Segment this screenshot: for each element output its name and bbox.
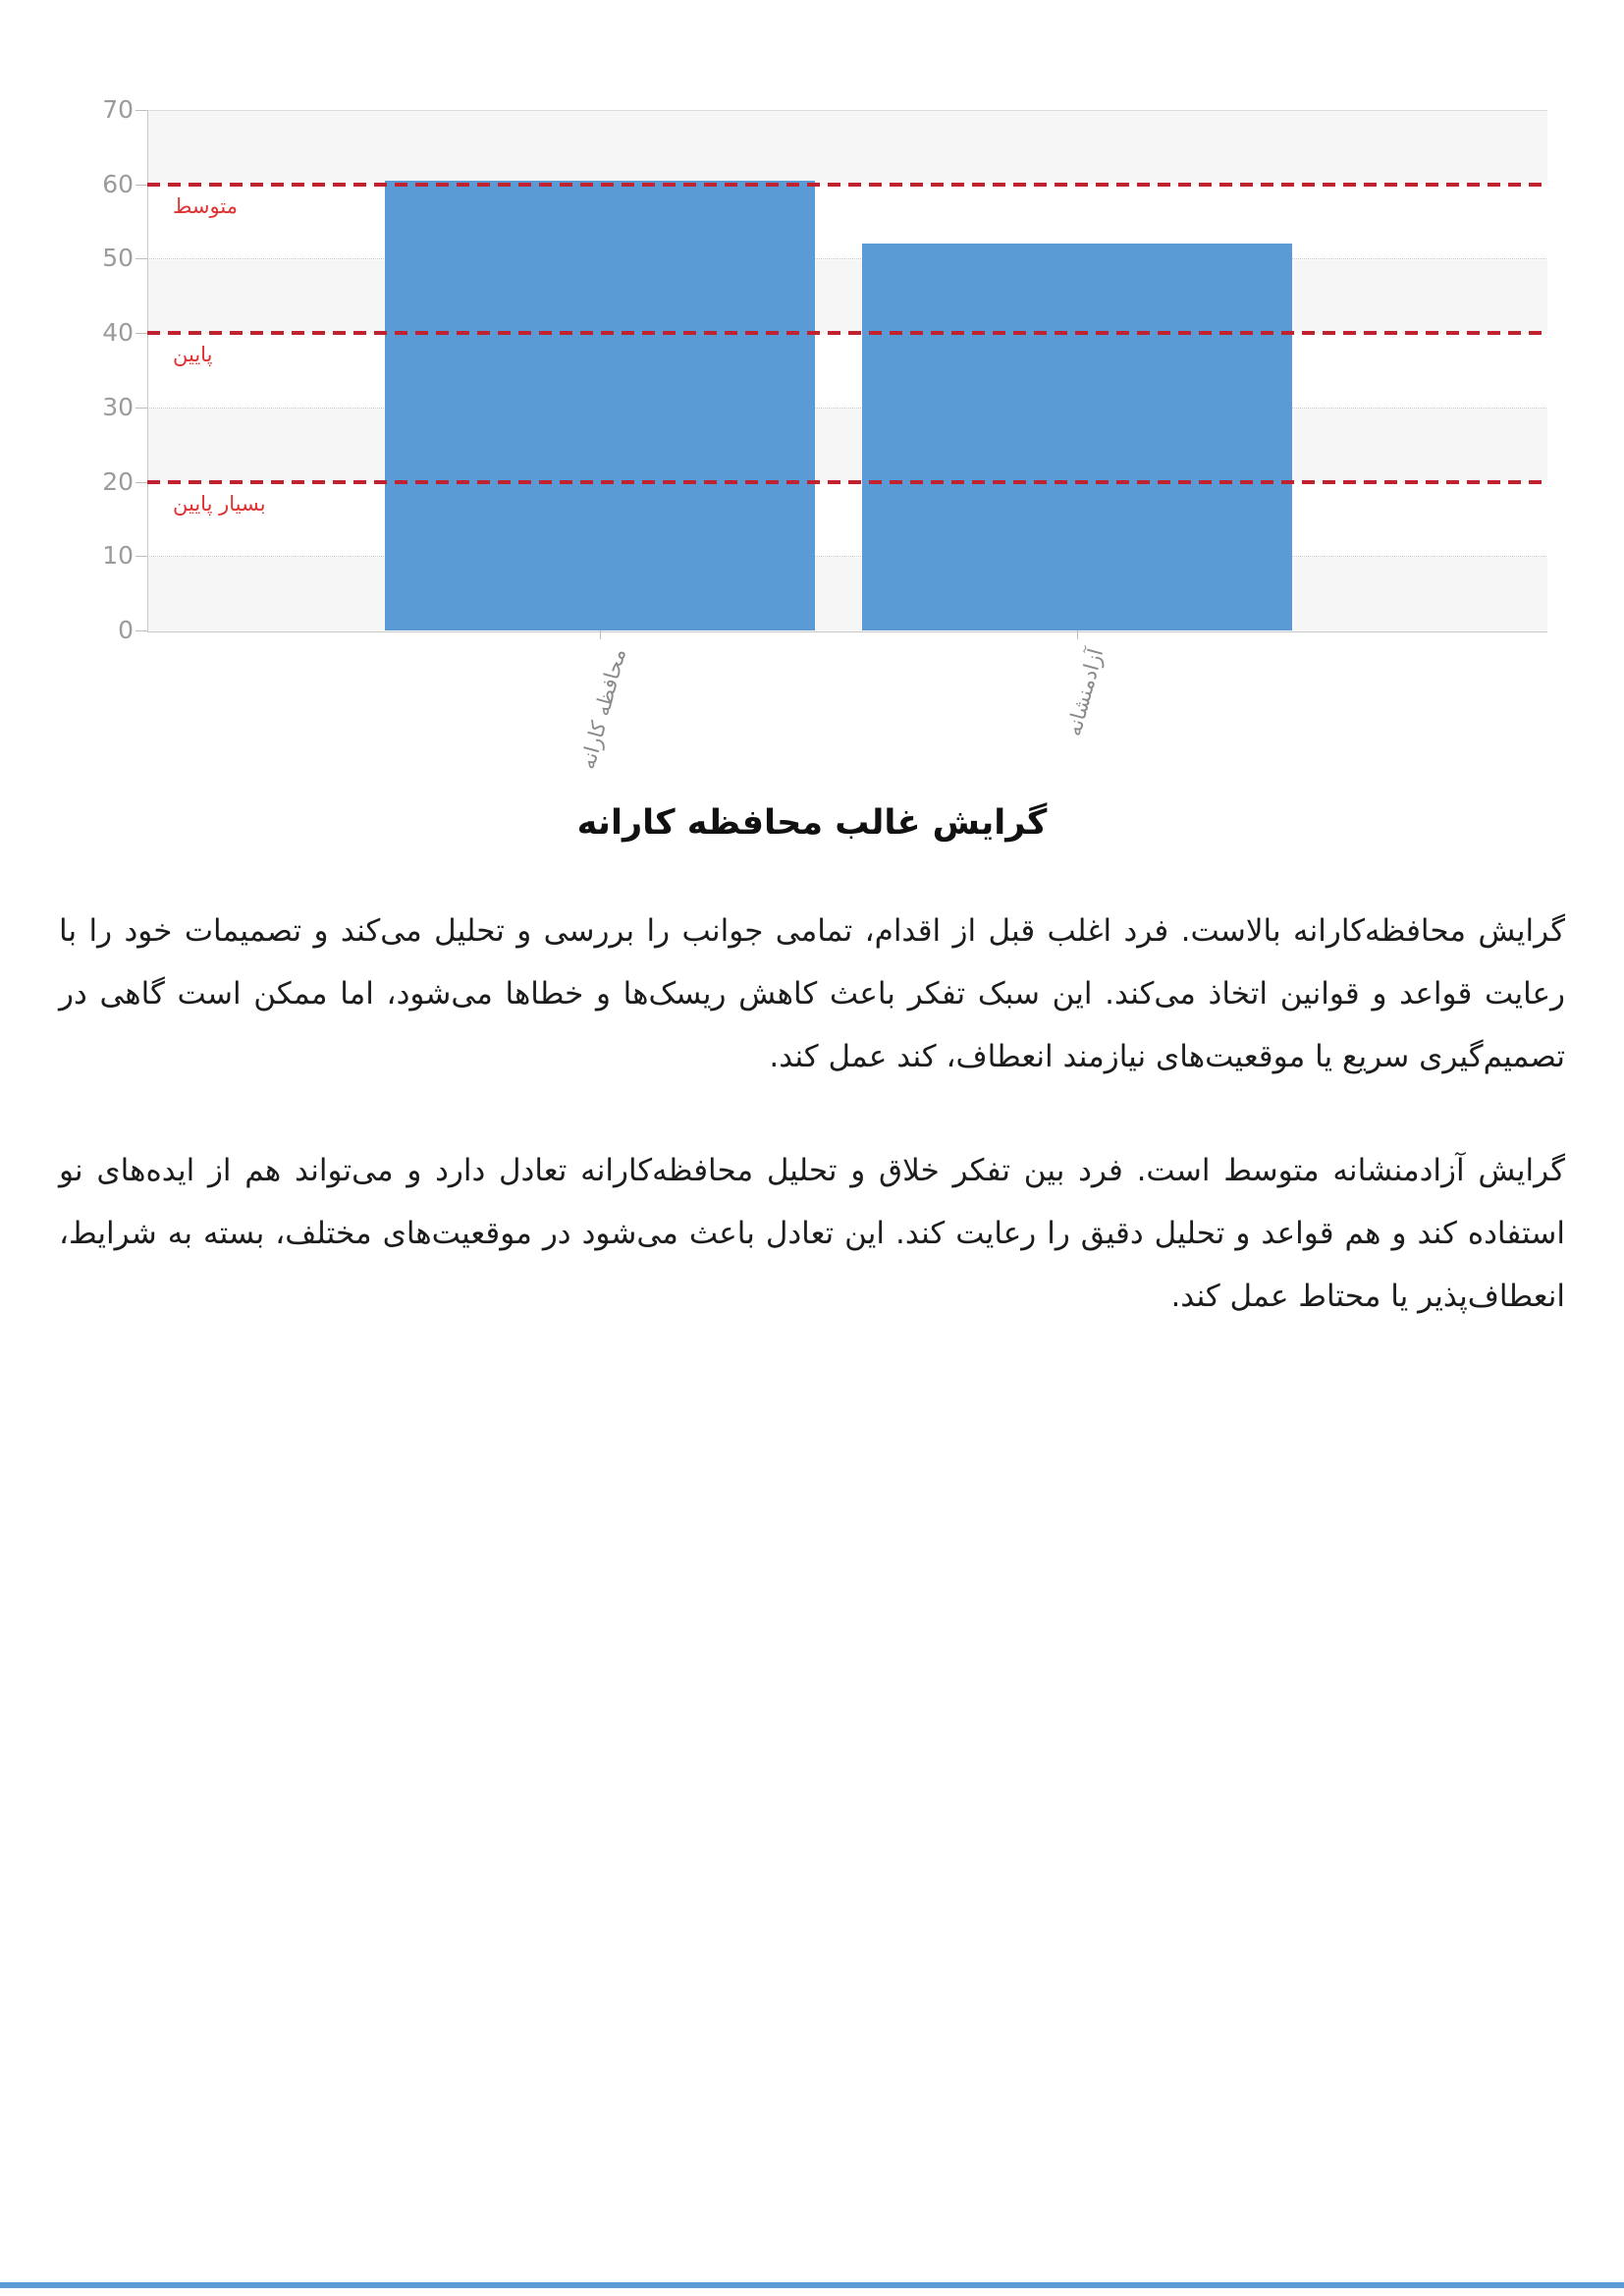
bar-0: [385, 181, 815, 630]
reference-line: [147, 183, 1546, 187]
y-tick-mark: [135, 482, 147, 483]
y-tick-mark: [135, 110, 147, 111]
gridline: [147, 556, 1546, 557]
y-tick-mark: [135, 333, 147, 334]
y-tick-mark: [135, 556, 147, 557]
reference-line: [147, 480, 1546, 484]
y-tick-label: 40: [102, 318, 134, 348]
x-tick-mark: [600, 630, 601, 639]
reference-line-label: متوسط: [173, 193, 238, 218]
paragraph-conservative-tendency: گرایش محافظه‌کارانه بالاست. فرد اغلب قبل از اقدام، تمامی جوانب را بررسی و تحلیل می‌کند و تصمیمات خود را با رعایت قواعد و قوانین اتخاذ می‌کند. این سبک تفکر باعث کاهش ریسک‌ها و خطاها می‌شود، اما ممکن است گاهی در تصمیم‌گیری سریع یا موقعیت‌های نیازمند انعطاف، کند عمل کند.: [59, 913, 1565, 1074]
category-label-text: محافظه کارانه: [575, 646, 631, 772]
reference-line: [147, 331, 1546, 335]
bar-1: [862, 244, 1292, 630]
y-tick-mark: [135, 258, 147, 259]
y-tick-label: 30: [102, 392, 134, 421]
bar-chart: [0, 0, 1624, 805]
y-tick-label: 50: [102, 244, 134, 273]
y-tick-label: 10: [102, 541, 134, 571]
category-label-text: آزادمنشانه: [1061, 646, 1109, 739]
plot-area: [147, 110, 1547, 632]
paragraph-openminded-tendency: گرایش آزادمنشانه متوسط است. فرد بین تفکر خلاق و تحلیل محافظه‌کارانه تعادل دارد و می‌تواند هم از ایده‌های نو استفاده کند و هم قواعد و تحلیل دقیق را رعایت کند. این تعادل باعث می‌شود در موقعیت‌های مختلف، بسته به شرایط، انعطاف‌پذیر یا محتاط عمل کند.: [59, 1153, 1565, 1314]
x-tick-mark: [1077, 630, 1078, 639]
y-tick-mark: [135, 408, 147, 409]
y-tick-mark: [135, 630, 147, 631]
gridline: [147, 408, 1546, 409]
section-heading: گرایش غالب محافظه کارانه: [576, 803, 1048, 843]
y-tick-mark: [135, 185, 147, 186]
gridline: [147, 258, 1546, 259]
y-tick-label: 60: [102, 169, 134, 198]
y-tick-label: 20: [102, 466, 134, 496]
y-tick-label: 0: [118, 616, 134, 644]
reference-line-label: پایین: [173, 343, 213, 367]
footer-rule: [0, 2282, 1624, 2288]
reference-line-label: بسیار پایین: [173, 491, 266, 516]
y-tick-label: 70: [102, 95, 134, 124]
